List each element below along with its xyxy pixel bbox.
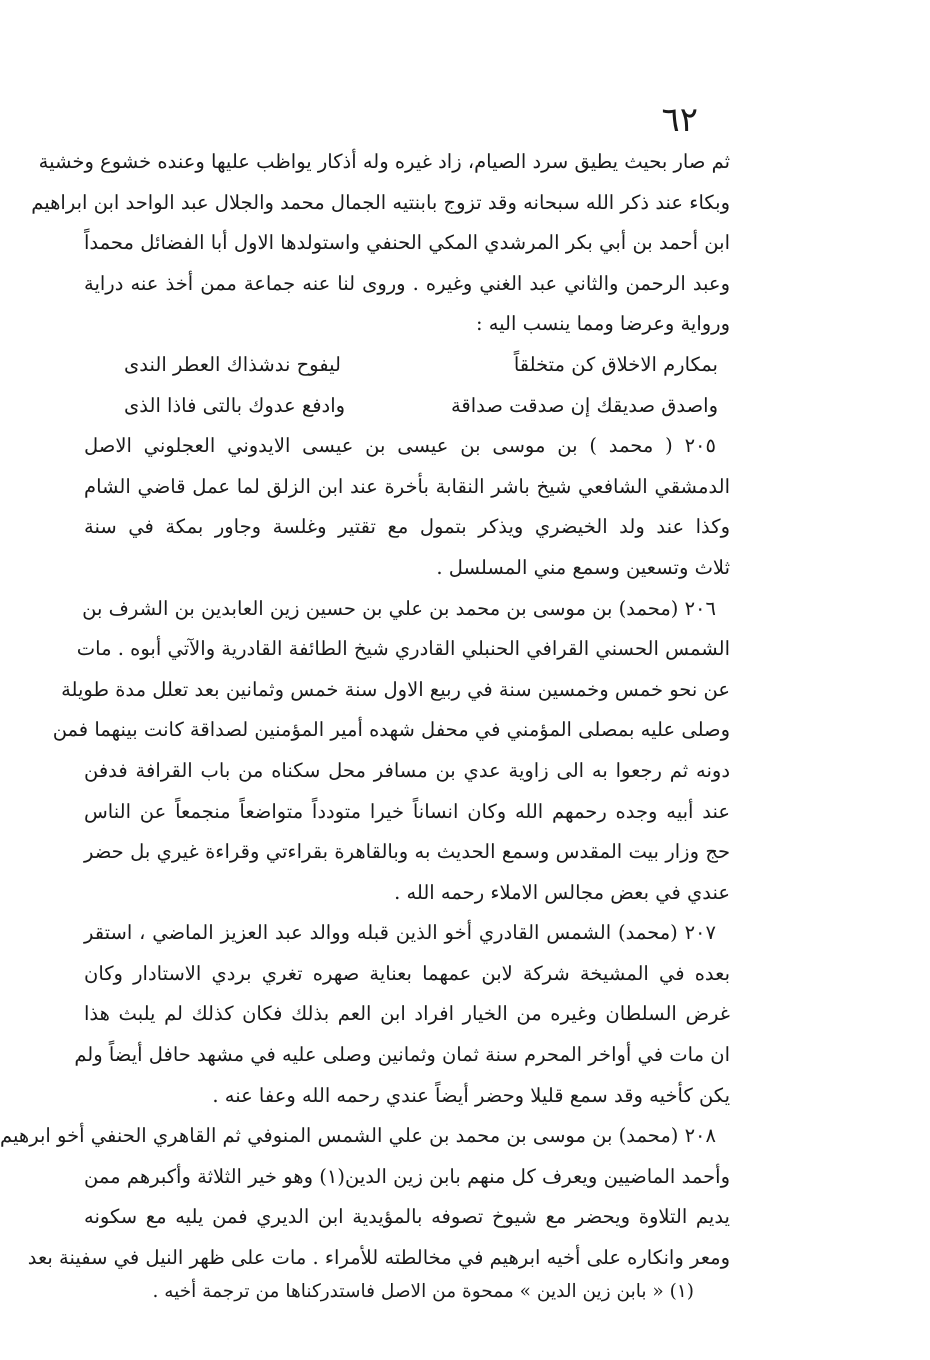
text-line: حج وزار بيت المقدس وسمع الحديث به وبالقاهرة بقراءتي وقراءة غيري بل حضر: [84, 840, 730, 864]
text-line: عندي في بعض مجالس الاملاء رحمه الله .: [394, 880, 730, 904]
text-line: دونه ثم رجعوا به الى زاوية عدي بن مسافر محل سكناه من باب القرافة فدفن: [84, 758, 730, 782]
main-text: [0, 142, 731, 1279]
biography-entry-208: [0, 1116, 731, 1278]
poem-verse: [84, 345, 730, 386]
verse-first-hemistich: بمكارم الاخلاق كن متخلقاً: [513, 352, 718, 376]
text-line: ثلاث وتسعين وسمع مني المسلسل .: [436, 555, 730, 579]
poem-verse: [84, 386, 730, 427]
text-line: ومعر وانكاره على أخيه ابرهيم في مخالطته للأمراء . مات على ظهر النيل في سفينة بعد: [27, 1246, 730, 1270]
entry-heading-line: ٢٠٨ (محمد) بن موسى بن محمد بن علي الشمس المنوفي ثم القاهري الحنفي أخو ابرهيم: [0, 1124, 716, 1148]
biography-entry-205: [84, 426, 730, 588]
text-line: يكن كأخيه وقد سمع قليلا وحضر أيضاً عندي رحمه الله وعفا عنه .: [212, 1083, 730, 1107]
entry-heading-line: ٢٠٦ (محمد) بن موسى بن محمد بن علي بن حسين زين العابدين بن الشرف بن: [82, 596, 716, 620]
text-line: الدمشقي الشافعي شيخ باشر النقابة بأخرة عند ابن الزلق لما عمل قاضي الشام: [84, 474, 730, 498]
page-number: ٦٢: [661, 100, 698, 140]
text-line: بعده في المشيخة شركة لابن عمهما بعناية صهره تغري بردي الاستادار وكان: [84, 961, 730, 985]
text-line: وصلى عليه بمصلى المؤمني في محفل شهده أمير المؤمنين لصداقة كانت بينهما فمن: [52, 718, 730, 742]
text-line: ابن أحمد بن أبي بكر المرشدي المكي الحنفي واستولدها الاول أبا الفضائل محمداً: [84, 231, 730, 255]
text-line: وكذا عند ولد الخيضري ويذكر بتمول مع تقتير وغلسة وجاور بمكة في سنة: [84, 515, 730, 539]
text-line: يديم التلاوة ويحضر مع شيوخ تصوفه بالمؤيدية ابن الديري فمن يليه مع سكونه: [84, 1205, 730, 1229]
text-line: عند أبيه وجده رحمهم الله وكان انساناً خيرا متودداً متواضعاً منجمعاً عن الناس: [84, 799, 730, 823]
text-line: وعبد الرحمن والثاني عبد الغني وغيره . وروى لنا عنه جماعة ممن أخذ عنه دراية: [84, 271, 730, 295]
text-line: ثم صار بحيث يطيق سرد الصيام، زاد غيره وله أذكار يواظب عليها وعنده خشوع وخشية: [38, 150, 730, 173]
text-line: عن نحو خمس وخمسين سنة في ربيع الاول سنة خمس وثمانين بعد تعلل مدة طويلة: [61, 677, 730, 701]
footnote: (١) « بابن زين الدين » ممحوة من الاصل فاستدركناها من ترجمة أخيه .: [152, 1281, 694, 1302]
text-line: غرض السلطان وغيره من الخيار افراد ابن العم بذلك فكان كذلك لم يلبث هذا: [84, 1002, 730, 1026]
text-line: ان مات في أواخر المحرم سنة ثمان وثمانين وصلى عليه في مشهد حافل أيضاً ولم: [74, 1043, 730, 1067]
verse-first-hemistich: واصدق صديقك إن صدقت صداقة: [450, 393, 718, 417]
text-line: الشمس الحسني القرافي الحنبلي القادري شيخ الطائفة القادرية والآتي أبوه . مات: [76, 637, 730, 661]
entry-heading-line: ٢٠٧ (محمد) الشمس القادري أخو الذين قبله ووالد عبد العزيز الماضي ، استقر: [84, 921, 716, 945]
biography-entry-206: [52, 589, 730, 914]
entry-heading-line: ٢٠٥ ( محمد ) بن موسى بن عيسى بن عيسى الايدوني العجلوني الاصل: [84, 434, 716, 458]
biography-entry-207: [74, 913, 730, 1116]
verse-second-hemistich: وادفع عدوك بالتى فاذا الذى: [124, 393, 346, 417]
verse-second-hemistich: ليفوح ندشذاك العطر الندى: [124, 352, 341, 376]
text-line: وبكاء عند ذكر الله سبحانه وقد تزوج بابنتيه الجمال محمد والجلال عبد الواحد ابن ابراهيم: [31, 190, 730, 214]
text-line: ورواية وعرضا ومما ينسب اليه :: [475, 312, 730, 336]
text-line: وأحمد الماضيين ويعرف كل منهم بابن زين الدين(١) وهو خير الثلاثة وأكبرهم ممن: [84, 1164, 731, 1188]
